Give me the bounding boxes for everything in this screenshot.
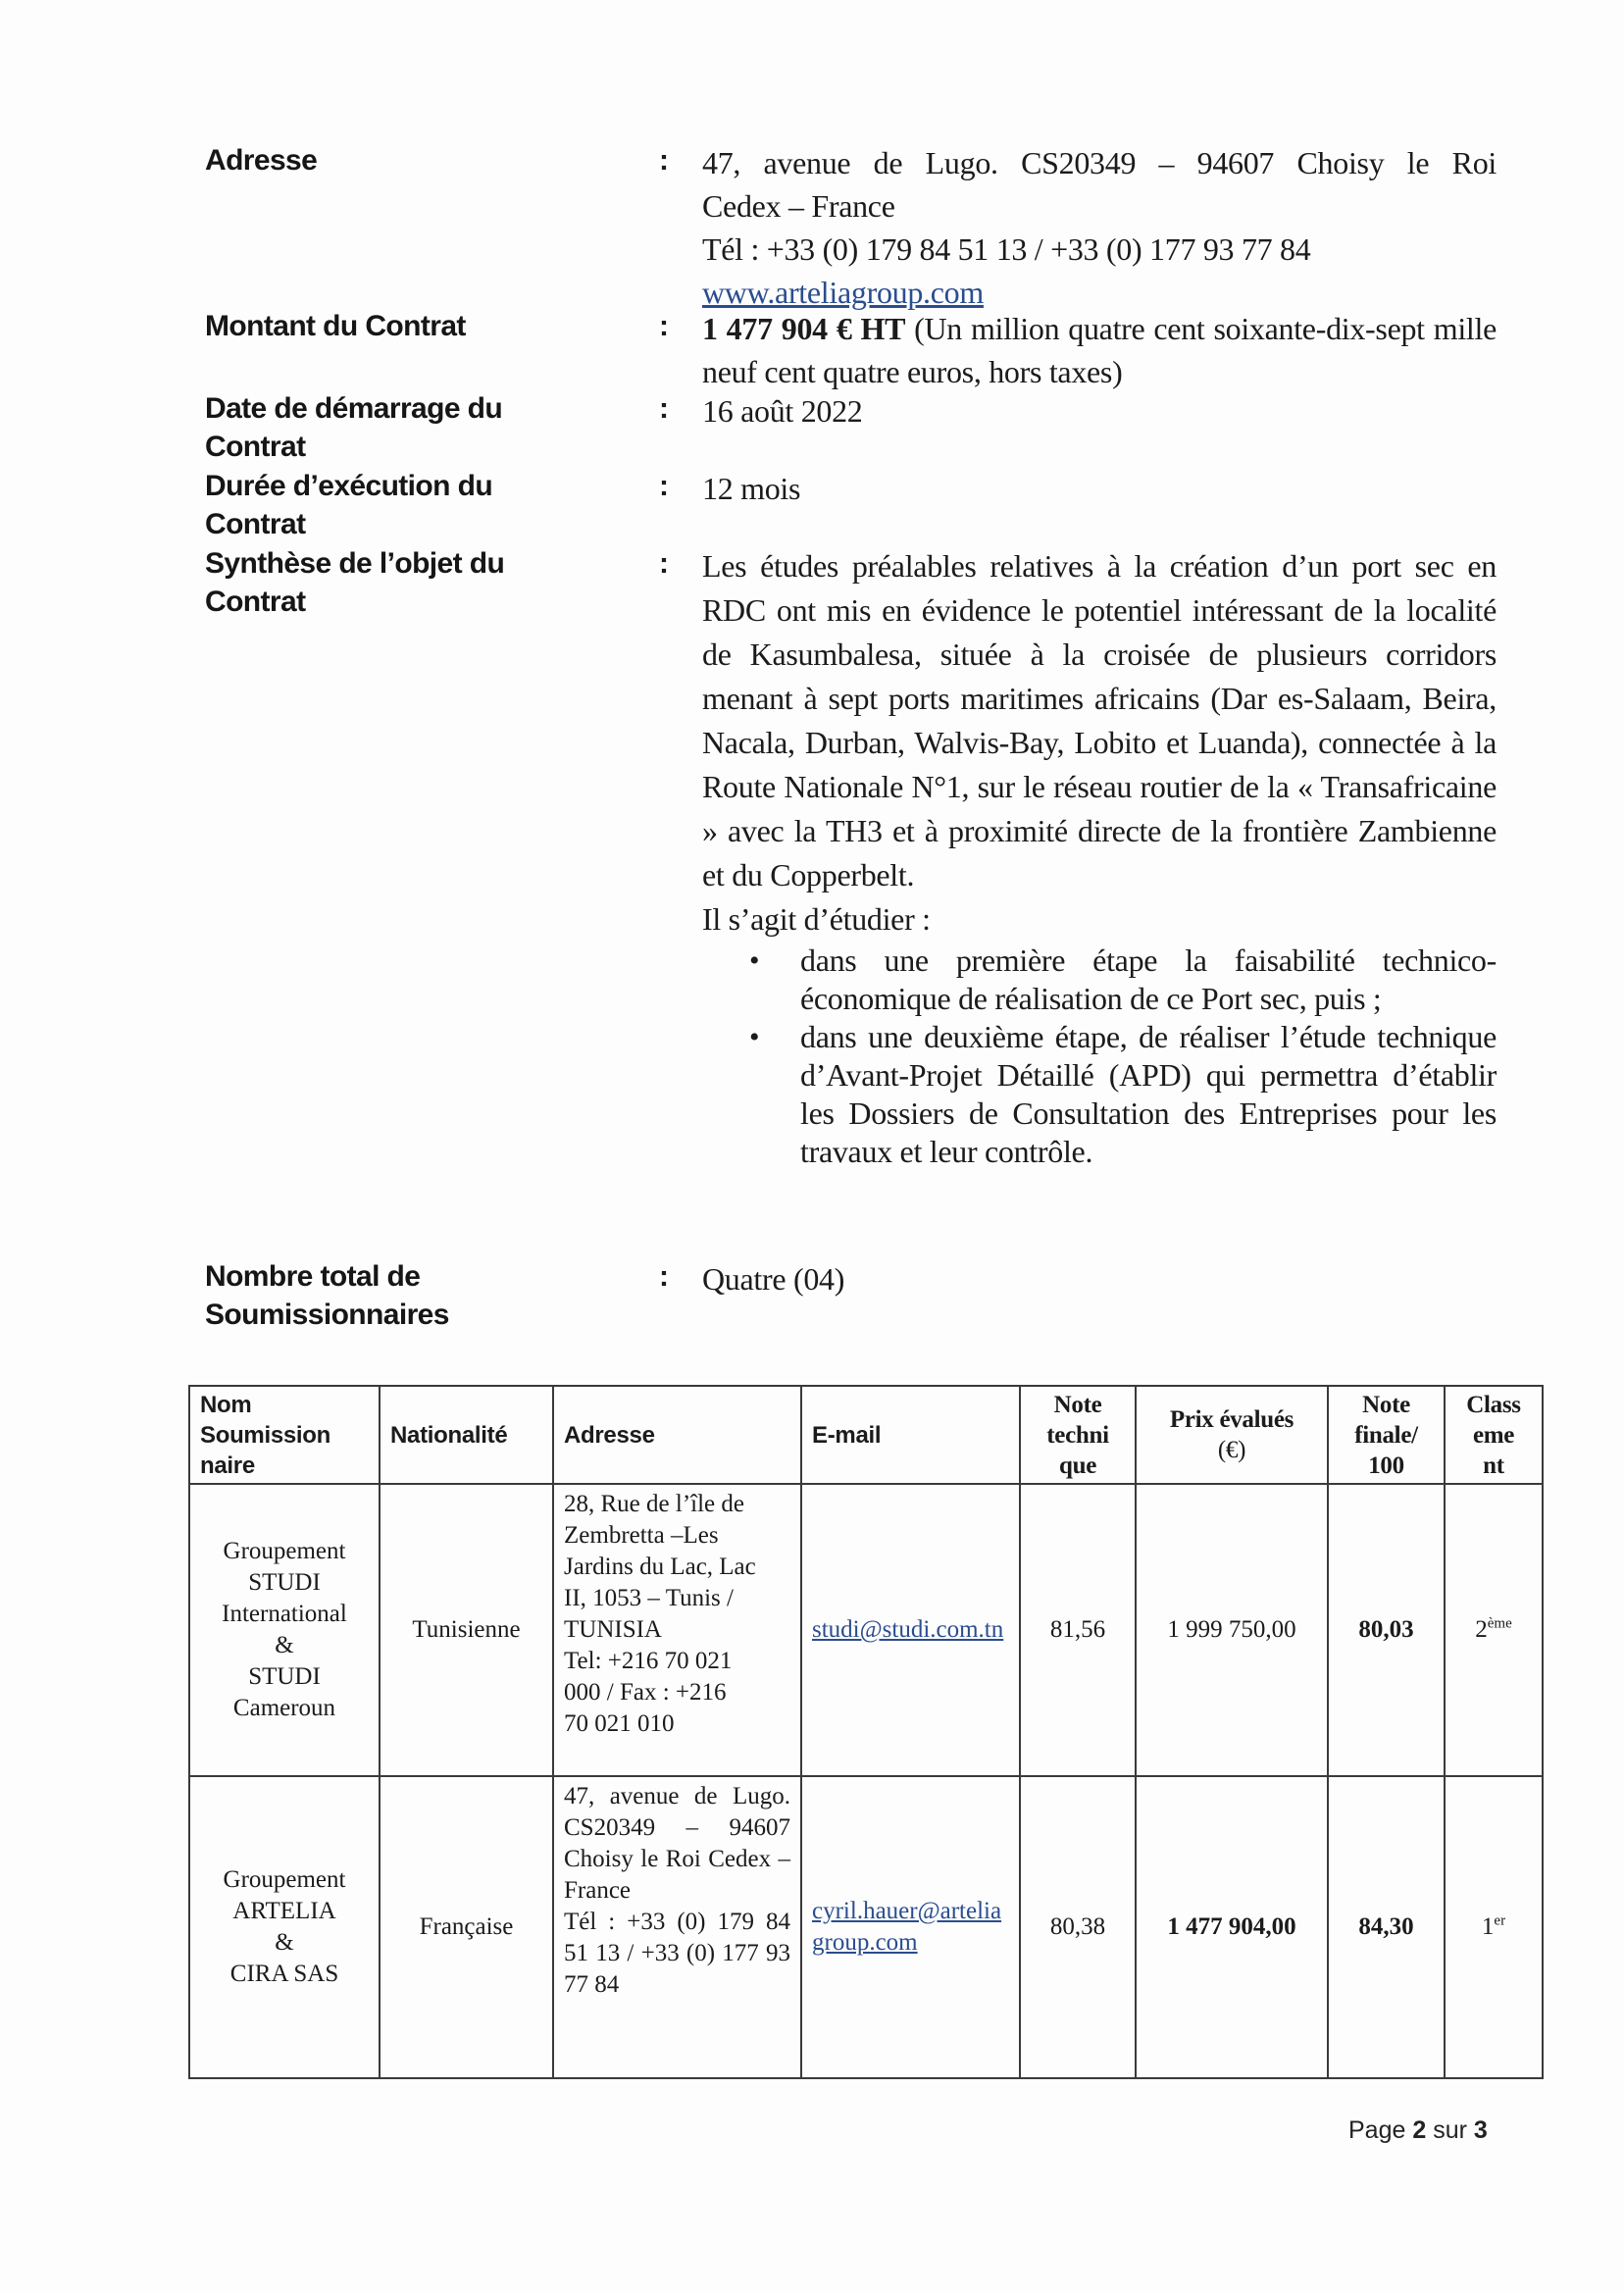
header-email: E-mail	[801, 1386, 1020, 1484]
cell-note-finale: 84,30	[1328, 1776, 1445, 2078]
adresse-line-1: 47, avenue de Lugo. CS20349 – 94607 Choisy le Roi	[702, 145, 1497, 180]
label-line: Contrat	[205, 508, 306, 540]
label-line: Date de démarrage du	[205, 392, 503, 425]
page-sep: sur	[1433, 2116, 1467, 2144]
table-row	[189, 1776, 1543, 2078]
synthese-intro: Il s’agit d’étudier :	[702, 901, 931, 937]
nom-line: STUDI	[248, 1569, 321, 1596]
colon: :	[659, 144, 669, 177]
nom-line: International	[222, 1601, 347, 1627]
nom-line: STUDI	[248, 1663, 321, 1690]
nom-line: Cameroun	[232, 1695, 336, 1721]
adresse-line: 28, Rue de l’île de	[564, 1491, 744, 1517]
header-line: techni	[1046, 1421, 1109, 1449]
rang-suffix: ème	[1487, 1615, 1512, 1632]
header-line: Prix évalués	[1169, 1406, 1294, 1433]
header-adresse: Adresse	[553, 1386, 801, 1484]
adresse-line: Tél : +33 (0) 179 84 51 13 / +33 (0) 177 93 77 84	[564, 1909, 790, 1998]
cell-classement	[1445, 1776, 1543, 2078]
adresse-line: Jardins du Lac, Lac	[564, 1554, 756, 1580]
colon: :	[659, 547, 669, 580]
label-line: Nombre total de	[205, 1260, 421, 1293]
header-line: Nom	[200, 1391, 252, 1418]
adresse-line: TUNISIA	[564, 1616, 662, 1643]
header-nationalite: Nationalité	[380, 1386, 553, 1484]
cell-adresse	[553, 1776, 801, 2078]
adresse-line: Zembretta –Les	[564, 1522, 719, 1549]
page-prefix: Page	[1348, 2116, 1406, 2144]
cell-nationalite: Française	[380, 1776, 553, 2078]
header-line: naire	[200, 1452, 255, 1479]
header-line: Note	[1362, 1391, 1410, 1418]
adresse-phone: Tél : +33 (0) 179 84 51 13 / +33 (0) 177 93 77 84	[702, 231, 1311, 267]
header-prix	[1136, 1386, 1328, 1484]
table-row	[189, 1484, 1543, 1776]
adresse-line: II, 1053 – Tunis /	[564, 1585, 734, 1611]
label-nombre	[205, 1257, 558, 1334]
page-total: 3	[1473, 2116, 1488, 2144]
colon: :	[659, 392, 669, 425]
cell-nom	[189, 1776, 380, 2078]
cell-nom	[189, 1484, 380, 1776]
synthese-bullet: • dans une première étape la faisabilité technico-économique de réalisation de ce Port sec, puis ;	[800, 942, 1497, 1018]
cell-note-finale: 80,03	[1328, 1484, 1445, 1776]
email-link[interactable]: cyril.hauer@arteliagroup.com	[812, 1898, 1002, 1956]
label-line: Contrat	[205, 431, 306, 463]
label-line: Durée d’exécution du	[205, 470, 493, 502]
page-number	[1348, 2116, 1488, 2145]
adresse-line: 000 / Fax : +216	[564, 1679, 727, 1706]
nom-line: &	[275, 1632, 294, 1658]
cell-prix: 1 999 750,00	[1136, 1484, 1328, 1776]
label-montant: Montant du Contrat	[205, 310, 466, 342]
adresse-line: Tel: +216 70 021	[564, 1648, 733, 1674]
cell-email	[801, 1776, 1020, 2078]
nom-line: Groupement	[223, 1866, 346, 1893]
page-current: 2	[1412, 2116, 1427, 2144]
nom-line: ARTELIA	[232, 1898, 336, 1924]
label-line: Contrat	[205, 586, 306, 618]
synthese-bullet: • dans une deuxième étape, de réaliser l’étude technique d’Avant-Projet Détaillé (APD) qui permettra d’établir les Dossiers de Consultation des Entreprises pour les travaux et leur contrôle.	[800, 1018, 1497, 1171]
nom-line: CIRA SAS	[229, 1961, 339, 1987]
header-line: (€)	[1217, 1437, 1246, 1463]
montant-amount: 1 477 904 € HT	[702, 311, 906, 346]
header-note-technique	[1020, 1386, 1136, 1484]
header-line: finale/	[1354, 1421, 1418, 1449]
label-duree	[205, 467, 558, 543]
montant-words: (Un million quatre cent soixante-dix-sept mille neuf cent quatre euros, hors taxes)	[702, 311, 1497, 389]
cell-nationalite: Tunisienne	[380, 1484, 553, 1776]
email-link[interactable]: studi@studi.com.tn	[812, 1616, 1004, 1643]
cell-note-technique: 80,38	[1020, 1776, 1136, 2078]
nom-line: &	[275, 1929, 294, 1956]
value-synthese	[702, 544, 1497, 1171]
adresse-line-2: Cedex – France	[702, 188, 895, 224]
cell-note-technique: 81,56	[1020, 1484, 1136, 1776]
header-line: Soumission	[200, 1421, 331, 1449]
header-line: Class	[1466, 1391, 1521, 1418]
colon: :	[659, 310, 669, 342]
adresse-line: 70 021 010	[564, 1710, 675, 1737]
label-line: Soumissionnaires	[205, 1299, 449, 1331]
header-note-finale	[1328, 1386, 1445, 1484]
value-nombre: Quatre (04)	[702, 1261, 845, 1297]
header-nom	[189, 1386, 380, 1484]
header-classement	[1445, 1386, 1543, 1484]
header-line: Note	[1053, 1391, 1102, 1418]
label-date-demarrage	[205, 389, 558, 466]
value-date-demarrage: 16 août 2022	[702, 393, 863, 429]
synthese-bullet-list	[702, 942, 1497, 1171]
synthese-paragraph: Les études préalables relatives à la création d’un port sec en RDC ont mis en évidence le potentiel intéressant de la localité de Kasumbalesa, située à la croisée de plusieurs corridors menant à sept ports maritimes africains (Dar es-Salaam, Beira, Nacala, Durban, Walvis-Bay, Lobito et Luanda), connectée à la Route Nationale N°1, sur le réseau routier de la « Transafricaine » avec la TH3 et à proximité directe de la frontière Zambienne et du Copperbelt.	[702, 548, 1497, 892]
table-header-row	[189, 1386, 1543, 1484]
header-line: 100	[1368, 1452, 1404, 1479]
bidders-table	[188, 1385, 1544, 2079]
header-line: nt	[1483, 1452, 1504, 1479]
value-adresse	[702, 141, 1497, 314]
label-adresse: Adresse	[205, 144, 318, 177]
header-line: eme	[1472, 1421, 1515, 1449]
label-synthese	[205, 544, 558, 621]
cell-adresse	[553, 1484, 801, 1776]
rang-number: 1	[1481, 1913, 1495, 1940]
cell-classement	[1445, 1484, 1543, 1776]
cell-prix: 1 477 904,00	[1136, 1776, 1328, 2078]
cell-email	[801, 1484, 1020, 1776]
nom-line: Groupement	[223, 1538, 346, 1564]
header-line: que	[1058, 1452, 1096, 1479]
rang-number: 2	[1475, 1616, 1488, 1643]
adresse-line: 47, avenue de Lugo. CS20349 – 94607 Choisy le Roi Cedex – France	[564, 1783, 790, 1904]
label-line: Synthèse de l’objet du	[205, 547, 505, 580]
colon: :	[659, 1260, 669, 1293]
website-link[interactable]: www.arteliagroup.com	[702, 275, 984, 310]
rang-suffix: er	[1494, 1912, 1506, 1929]
value-duree: 12 mois	[702, 471, 801, 506]
value-montant	[702, 307, 1497, 393]
colon: :	[659, 470, 669, 502]
